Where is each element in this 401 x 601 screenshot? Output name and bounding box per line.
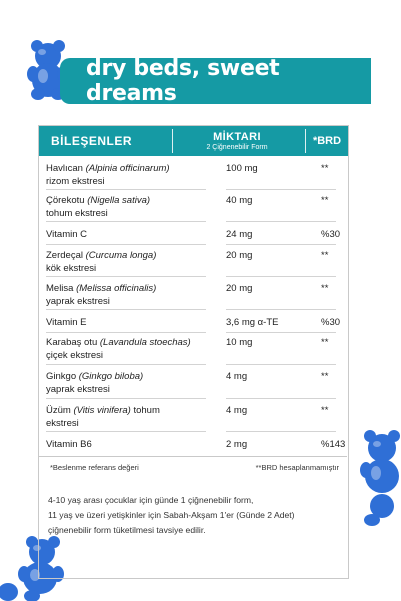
ingredient-brd: %30 bbox=[321, 229, 341, 240]
ingredient-part: ekstresi bbox=[46, 418, 79, 429]
ingredient-part-inline: tohum bbox=[130, 405, 160, 416]
ingredient-amount: 20 mg bbox=[226, 283, 253, 294]
ingredient-brd: ** bbox=[321, 163, 329, 174]
ingredient-part: yaprak ekstresi bbox=[46, 296, 110, 307]
note-reference-value: *Beslenme referans değeri bbox=[50, 463, 139, 472]
ingredient-part: çiçek ekstresi bbox=[46, 350, 104, 361]
note-brd-not-calculated: **BRD hesaplanmamıştır bbox=[255, 463, 339, 472]
usage-line: 4-10 yaş arası çocuklar için günde 1 çiğnenebilir form, bbox=[48, 495, 254, 505]
banner-title: dry beds, sweet dreams bbox=[86, 56, 280, 106]
ingredient-latin: (Lavandula stoechas) bbox=[99, 337, 191, 348]
ingredient-brd: ** bbox=[321, 405, 329, 416]
ingredient-name: Vitamin E bbox=[46, 317, 87, 328]
ingredient-brd: ** bbox=[321, 283, 329, 294]
ingredient-name: Çörekotu bbox=[46, 195, 88, 206]
ingredient-part: tohum ekstresi bbox=[46, 208, 108, 219]
ingredient-brd: ** bbox=[321, 337, 329, 348]
header-amount-sub: 2 Çiğnenebilir Form bbox=[206, 144, 268, 151]
ingredient-latin: (Ginkgo biloba) bbox=[78, 371, 144, 382]
ingredient-name: Melisa bbox=[46, 283, 77, 294]
ingredient-amount: 10 mg bbox=[226, 337, 253, 348]
usage-instructions bbox=[48, 493, 348, 538]
header-amount bbox=[172, 126, 302, 156]
header-amount-label: MİKTARI bbox=[213, 131, 261, 143]
ingredient-name: Ginkgo bbox=[46, 371, 79, 382]
ingredient-name: Üzüm bbox=[46, 405, 74, 416]
ingredient-amount: 100 mg bbox=[226, 163, 258, 174]
usage-line: 11 yaş ve üzeri yetişkinler için Sabah-Akşam 1'er (Günde 2 Adet) bbox=[48, 510, 295, 520]
ingredient-latin: (Curcuma longa) bbox=[85, 250, 157, 261]
ingredient-latin: (Melissa officinalis) bbox=[76, 283, 157, 294]
header-ingredients: BİLEŞENLER bbox=[51, 134, 133, 148]
title-banner bbox=[60, 58, 371, 104]
ingredient-name: Vitamin B6 bbox=[46, 439, 92, 450]
ingredient-amount: 24 mg bbox=[226, 229, 253, 240]
ingredient-brd: %143 bbox=[321, 439, 346, 450]
table-header bbox=[39, 126, 348, 156]
ingredient-amount: 40 mg bbox=[226, 195, 253, 206]
ingredient-latin: (Alpinia officinarum) bbox=[85, 163, 170, 174]
ingredient-name: Vitamin C bbox=[46, 229, 88, 240]
ingredient-brd: ** bbox=[321, 371, 329, 382]
ingredient-part: kök ekstresi bbox=[46, 263, 97, 274]
ingredient-latin: (Nigella sativa) bbox=[87, 195, 151, 206]
ingredient-amount: 3,6 mg α-TE bbox=[226, 317, 279, 328]
ingredient-brd: ** bbox=[321, 195, 329, 206]
usage-line: çiğnenebilir form tüketilmesi tavsiye edilir. bbox=[48, 525, 206, 535]
table-notes bbox=[38, 456, 347, 479]
ingredient-brd: %30 bbox=[321, 317, 341, 328]
ingredient-name: Havlıcan bbox=[46, 163, 86, 174]
ingredient-latin: (Vitis vinifera) bbox=[73, 405, 131, 416]
ingredient-name: Karabaş otu bbox=[46, 337, 100, 348]
ingredient-amount: 20 mg bbox=[226, 250, 253, 261]
ingredient-amount: 4 mg bbox=[226, 405, 248, 416]
header-brd: *BRD bbox=[312, 135, 342, 147]
ingredient-name: Zerdeçal bbox=[46, 250, 86, 261]
ingredient-part: yaprak ekstresi bbox=[46, 384, 110, 395]
ingredient-amount: 4 mg bbox=[226, 371, 248, 382]
ingredient-brd: ** bbox=[321, 250, 329, 261]
gummy-bear-right-icon bbox=[352, 418, 401, 528]
ingredient-part: rizom ekstresi bbox=[46, 176, 105, 187]
ingredient-amount: 2 mg bbox=[226, 439, 248, 450]
